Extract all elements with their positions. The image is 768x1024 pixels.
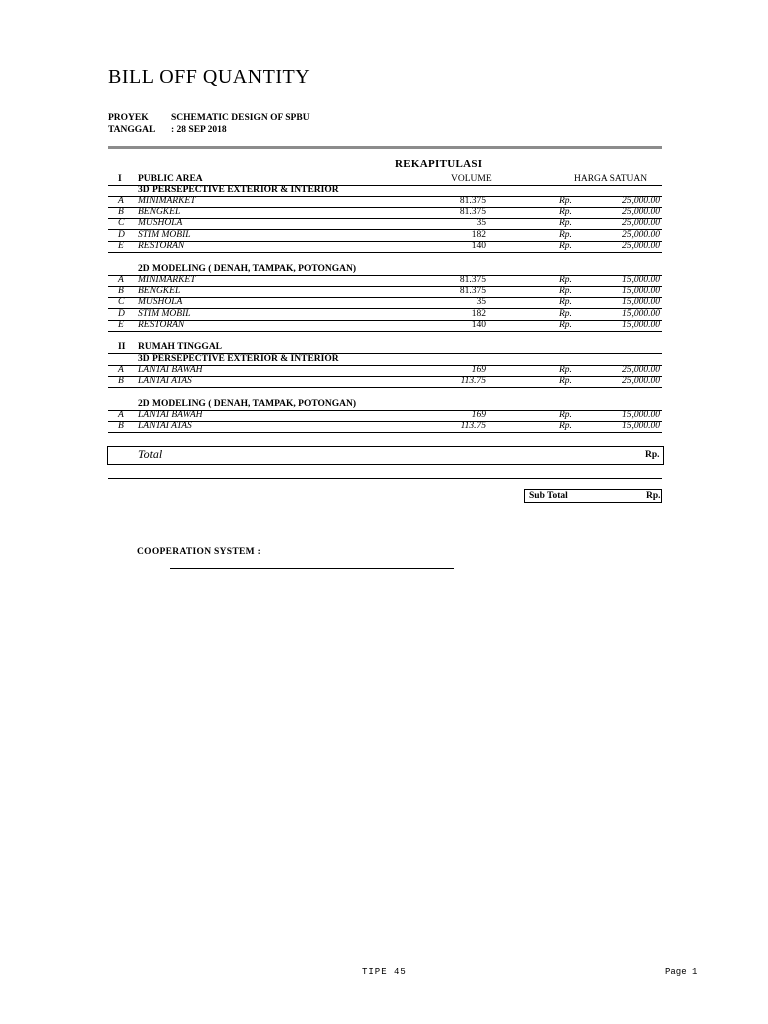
row-currency: Rp. bbox=[559, 240, 572, 251]
row-name: LANTAI BAWAH bbox=[138, 410, 203, 420]
document-title: BILL OFF QUANTITY bbox=[108, 66, 311, 88]
row-currency: Rp. bbox=[559, 218, 572, 229]
row-unit-price: 25,000.00 bbox=[622, 207, 660, 218]
cooperation-system-label: COOPERATION SYSTEM : bbox=[137, 547, 262, 557]
row-volume: 140 bbox=[471, 240, 486, 251]
row-volume: 169 bbox=[471, 410, 486, 420]
row-volume: 140 bbox=[471, 319, 486, 330]
footer-type: TIPE 45 bbox=[362, 967, 407, 977]
row-currency: Rp. bbox=[559, 365, 572, 375]
row-currency: Rp. bbox=[559, 196, 572, 206]
row-volume: 81.375 bbox=[459, 207, 486, 218]
row-currency: Rp. bbox=[559, 308, 572, 319]
row-name: LANTAI ATAS bbox=[138, 421, 192, 432]
row-unit-price: 25,000.00 bbox=[622, 229, 660, 240]
footer-page-number: Page 1 bbox=[665, 967, 698, 977]
row-volume: 35 bbox=[476, 297, 486, 308]
row-unit-price: 15,000.00 bbox=[622, 410, 660, 420]
subsection-title: 3D PERSEPECTIVE EXTERIOR & INTERIOR bbox=[138, 185, 339, 195]
row-code: A bbox=[118, 410, 124, 420]
project-label: PROYEK bbox=[108, 113, 149, 123]
table-row bbox=[108, 365, 662, 377]
row-unit-price: 15,000.00 bbox=[622, 308, 660, 319]
table-row bbox=[108, 297, 662, 309]
row-unit-price: 15,000.00 bbox=[622, 297, 660, 308]
table-row bbox=[108, 230, 662, 242]
row-code: A bbox=[118, 196, 124, 206]
row-name: RESTORAN bbox=[138, 319, 185, 330]
subtotal-label: Sub Total bbox=[529, 491, 568, 501]
date-label: TANGGAL bbox=[108, 125, 156, 135]
section-title: RUMAH TINGGAL bbox=[138, 342, 223, 352]
column-header-price: HARGA SATUAN bbox=[574, 174, 648, 184]
row-currency: Rp. bbox=[559, 207, 572, 218]
row-unit-price: 15,000.00 bbox=[622, 286, 660, 297]
row-code: D bbox=[118, 308, 125, 319]
row-name: MUSHOLA bbox=[138, 297, 183, 308]
column-header-volume: VOLUME bbox=[451, 174, 492, 184]
row-volume: 81.375 bbox=[459, 196, 486, 206]
row-volume: 182 bbox=[471, 229, 486, 240]
row-name: RESTORAN bbox=[138, 240, 185, 251]
table-row bbox=[108, 309, 662, 321]
row-volume: 169 bbox=[471, 365, 486, 375]
table-row bbox=[108, 275, 662, 287]
total-label: Total bbox=[138, 447, 163, 461]
table-row bbox=[108, 241, 662, 253]
row-code: C bbox=[118, 297, 125, 308]
table-row bbox=[108, 286, 662, 298]
row-unit-price: 25,000.00 bbox=[622, 240, 660, 251]
total-box bbox=[107, 446, 664, 465]
section-code: I bbox=[118, 174, 122, 184]
row-volume: 113.75 bbox=[460, 376, 486, 387]
row-currency: Rp. bbox=[559, 275, 572, 285]
table-row bbox=[108, 196, 662, 208]
section-code: II bbox=[118, 342, 126, 352]
table-row bbox=[108, 320, 662, 332]
row-currency: Rp. bbox=[559, 410, 572, 420]
row-unit-price: 15,000.00 bbox=[622, 421, 660, 432]
table-row bbox=[108, 410, 662, 422]
subtotal-currency: Rp. bbox=[646, 491, 661, 501]
row-name: LANTAI ATAS bbox=[138, 376, 192, 387]
row-code: A bbox=[118, 365, 124, 375]
row-code: D bbox=[118, 229, 125, 240]
row-code: A bbox=[118, 275, 124, 285]
row-code: B bbox=[118, 376, 124, 387]
row-currency: Rp. bbox=[559, 376, 572, 387]
row-currency: Rp. bbox=[559, 319, 572, 330]
row-volume: 81.375 bbox=[459, 275, 486, 285]
subsection-title: 2D MODELING ( DENAH, TAMPAK, POTONGAN) bbox=[138, 399, 357, 409]
row-code: E bbox=[118, 319, 124, 330]
table-row bbox=[108, 421, 662, 433]
table-row bbox=[108, 207, 662, 219]
row-name: BENGKEL bbox=[138, 286, 181, 297]
row-name: BENGKEL bbox=[138, 207, 181, 218]
row-volume: 81.375 bbox=[459, 286, 486, 297]
row-currency: Rp. bbox=[559, 286, 572, 297]
recap-title: REKAPITULASI bbox=[395, 158, 483, 170]
row-name: MINIMARKET bbox=[138, 275, 196, 285]
row-unit-price: 25,000.00 bbox=[622, 376, 660, 387]
row-currency: Rp. bbox=[559, 421, 572, 432]
row-currency: Rp. bbox=[559, 229, 572, 240]
date-value: : 28 SEP 2018 bbox=[171, 125, 227, 135]
row-name: LANTAI BAWAH bbox=[138, 365, 203, 375]
total-divider bbox=[108, 478, 662, 479]
row-volume: 113.75 bbox=[460, 421, 486, 432]
row-code: B bbox=[118, 421, 124, 432]
row-name: STIM MOBIL bbox=[138, 229, 191, 240]
header-divider bbox=[108, 146, 662, 149]
section-header-rumah-tinggal bbox=[108, 342, 662, 354]
row-code: B bbox=[118, 207, 124, 218]
subsection-title: 3D PERSEPECTIVE EXTERIOR & INTERIOR bbox=[138, 354, 339, 364]
row-unit-price: 15,000.00 bbox=[622, 319, 660, 330]
row-unit-price: 25,000.00 bbox=[622, 196, 660, 206]
row-code: B bbox=[118, 286, 124, 297]
table-row bbox=[108, 218, 662, 230]
section-title: PUBLIC AREA bbox=[138, 174, 203, 184]
table-row bbox=[108, 376, 662, 388]
subsection-title: 2D MODELING ( DENAH, TAMPAK, POTONGAN) bbox=[138, 264, 357, 274]
cooperation-signature-line bbox=[170, 568, 454, 569]
total-currency: Rp. bbox=[645, 450, 660, 460]
row-unit-price: 25,000.00 bbox=[622, 365, 660, 375]
row-volume: 35 bbox=[476, 218, 486, 229]
row-name: MINIMARKET bbox=[138, 196, 196, 206]
row-unit-price: 25,000.00 bbox=[622, 218, 660, 229]
row-code: E bbox=[118, 240, 124, 251]
row-name: STIM MOBIL bbox=[138, 308, 191, 319]
row-volume: 182 bbox=[471, 308, 486, 319]
project-value: SCHEMATIC DESIGN OF SPBU bbox=[171, 113, 310, 123]
row-code: C bbox=[118, 218, 125, 229]
row-currency: Rp. bbox=[559, 297, 572, 308]
row-unit-price: 15,000.00 bbox=[622, 275, 660, 285]
row-name: MUSHOLA bbox=[138, 218, 183, 229]
